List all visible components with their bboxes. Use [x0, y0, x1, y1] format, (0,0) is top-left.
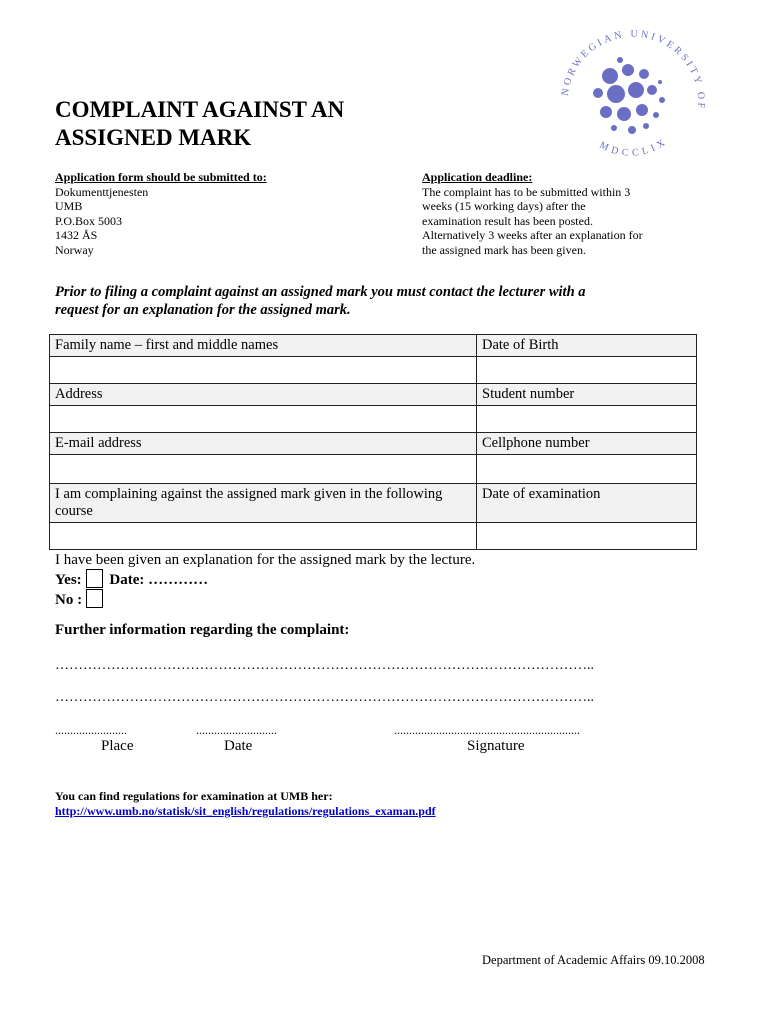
title-line-2: ASSIGNED MARK	[55, 125, 252, 150]
table-row	[50, 523, 697, 550]
submit-to-line: P.O.Box 5003	[55, 213, 123, 228]
date-field[interactable]: ...........................	[196, 723, 277, 737]
table-row	[50, 406, 697, 433]
submit-to-line: UMB	[55, 199, 83, 213]
email-field[interactable]	[50, 455, 477, 484]
submit-to-line: Dokumenttjenesten	[55, 184, 149, 199]
further-info-line-2[interactable]: ……………………………………………………………………………………………………..	[55, 690, 594, 705]
explanation-date-label: Date: …………	[109, 572, 209, 588]
no-checkbox[interactable]	[86, 589, 103, 608]
deadline-line: Alternatively 3 weeks after an explanation for	[422, 228, 643, 242]
place-field[interactable]: ........................	[55, 723, 127, 737]
deadline-line: The complaint has to be submitted within 3	[422, 184, 631, 199]
no-label: No :	[55, 592, 83, 608]
family-name-field[interactable]	[50, 357, 477, 384]
regulations-link[interactable]: http://www.umb.no/statisk/sit_english/regulations/regulations_examan.pdf	[55, 803, 436, 818]
title-line-1: COMPLAINT AGAINST AN	[55, 97, 345, 122]
date-label: Date	[224, 738, 253, 754]
submit-to-block	[55, 170, 355, 257]
cellphone-label: Cellphone number	[477, 433, 697, 455]
place-label: Place	[101, 738, 134, 754]
yes-checkbox[interactable]	[86, 569, 103, 588]
cellphone-field[interactable]	[477, 455, 697, 484]
course-label: I am complaining against the assigned mark given in the following course	[50, 484, 477, 523]
deadline-line: the assigned mark has been given.	[422, 242, 586, 257]
no-row	[55, 589, 475, 609]
family-name-label: Family name – first and middle names	[50, 335, 477, 357]
deadline-line: weeks (15 working days) after the	[422, 199, 586, 213]
submit-to-line: 1432 ÅS	[55, 228, 98, 242]
signature-field[interactable]: ..............................................................	[394, 723, 580, 737]
course-field[interactable]	[50, 523, 477, 550]
umb-logo-icon	[548, 18, 708, 168]
signature-label: Signature	[467, 738, 525, 754]
notice-line-2: request for an explanation for the assigned mark.	[55, 302, 351, 318]
table-row	[50, 433, 697, 455]
email-label: E-mail address	[50, 433, 477, 455]
contact-lecturer-notice	[55, 283, 675, 319]
further-info-heading: Further information regarding the complaint:	[55, 622, 350, 638]
table-row	[50, 455, 697, 484]
student-number-field[interactable]	[477, 406, 697, 433]
table-row	[50, 484, 697, 523]
explanation-text: I have been given an explanation for the assigned mark by the lecture.	[55, 552, 476, 568]
date-of-birth-label: Date of Birth	[477, 335, 697, 357]
notice-line-1: Prior to filing a complaint against an assigned mark you must contact the lecturer with a	[55, 284, 586, 300]
regulations-text: You can find regulations for examination at UMB her:	[55, 789, 333, 803]
explanation-block	[55, 551, 475, 609]
deadline-block	[422, 170, 692, 257]
student-number-label: Student number	[477, 384, 697, 406]
complaint-form-table	[49, 334, 697, 550]
submit-to-line: Norway	[55, 242, 94, 257]
date-of-examination-field[interactable]	[477, 523, 697, 550]
regulations-block	[55, 789, 436, 818]
further-info-line-1[interactable]: ……………………………………………………………………………………………………..	[55, 658, 594, 673]
table-row	[50, 357, 697, 384]
page-title	[55, 96, 475, 152]
svg-text:NORWEGIAN UNIVERSITY OF LIFE S: NORWEGIAN UNIVERSITY OF	[559, 28, 707, 112]
address-label: Address	[50, 384, 477, 406]
submit-to-heading: Application form should be submitted to:	[55, 170, 267, 184]
table-row	[50, 384, 697, 406]
table-row	[50, 335, 697, 357]
address-field[interactable]	[50, 406, 477, 433]
svg-text:MDCCLIX: MDCCLIX	[597, 135, 671, 159]
date-of-examination-label: Date of examination	[477, 484, 697, 523]
deadline-line: examination result has been posted.	[422, 213, 593, 228]
date-of-birth-field[interactable]	[477, 357, 697, 384]
yes-row	[55, 569, 475, 589]
umb-logo	[548, 18, 708, 168]
footer-text: Department of Academic Affairs 09.10.2008	[482, 953, 705, 967]
deadline-heading: Application deadline:	[422, 170, 533, 184]
yes-label: Yes:	[55, 572, 82, 588]
